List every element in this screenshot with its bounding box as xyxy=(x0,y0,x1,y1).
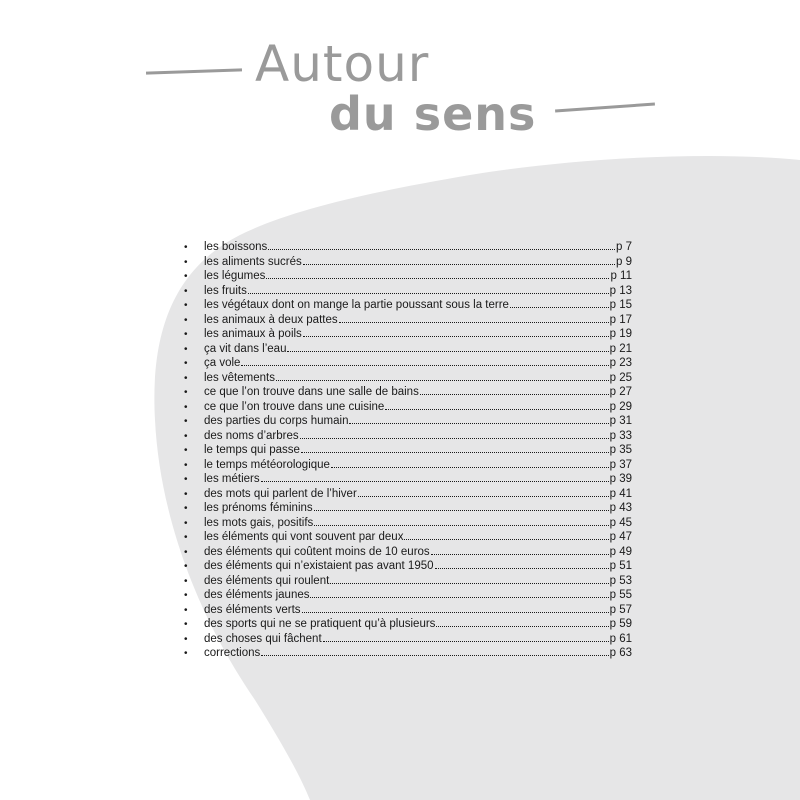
toc-item xyxy=(184,472,632,487)
toc-page-number: p 47 xyxy=(609,531,632,543)
bullet: • xyxy=(184,256,188,268)
toc-item xyxy=(184,342,632,357)
toc-label: des éléments jaunes xyxy=(204,589,310,601)
toc-item xyxy=(184,632,632,647)
dot-leader xyxy=(436,617,608,627)
toc-page-number: p 33 xyxy=(609,429,632,442)
toc-page-number: p 25 xyxy=(609,371,632,384)
dot-leader xyxy=(404,530,608,540)
bullet: • xyxy=(184,590,188,601)
toc-label: des mots qui parlent de l’hiver xyxy=(204,487,357,500)
dot-leader xyxy=(435,559,609,569)
toc-item xyxy=(184,327,632,342)
bullet: • xyxy=(184,532,188,543)
toc-item xyxy=(184,545,632,560)
toc-page-number: p 45 xyxy=(609,516,632,529)
toc-label: des éléments qui coûtent moins de 10 euros xyxy=(204,545,430,558)
dot-leader xyxy=(266,269,609,279)
toc-item xyxy=(184,501,632,516)
toc-page-number: p 61 xyxy=(609,632,632,645)
table-of-contents xyxy=(184,240,632,661)
toc-label: le temps qui passe xyxy=(204,444,300,456)
bullet: • xyxy=(184,633,188,645)
toc-page-number: p 17 xyxy=(609,313,632,326)
dot-leader xyxy=(268,240,615,250)
toc-label: des sports qui ne se pratiquent qu’à plusieurs xyxy=(204,618,436,630)
bullet: • xyxy=(184,271,188,282)
toc-item xyxy=(184,588,632,603)
dot-leader xyxy=(276,371,609,381)
toc-label: ça vit dans l’eau xyxy=(204,342,287,355)
toc-item xyxy=(184,574,632,589)
toc-label: des choses qui fâchent xyxy=(204,632,322,645)
toc-page-number: p 9 xyxy=(616,255,632,268)
bullet: • xyxy=(184,300,188,311)
dot-leader xyxy=(248,284,609,294)
dot-leader xyxy=(510,298,609,308)
dot-leader xyxy=(314,501,609,511)
toc-item xyxy=(184,255,632,270)
toc-label: corrections xyxy=(204,647,261,659)
toc-item xyxy=(184,617,632,632)
toc-page-number: p 41 xyxy=(609,487,632,500)
toc-page-number: p 35 xyxy=(609,444,632,456)
bullet: • xyxy=(184,416,188,427)
bullet: • xyxy=(184,604,188,616)
toc-item xyxy=(184,240,632,255)
bullet: • xyxy=(184,561,188,572)
toc-page-number: p 49 xyxy=(609,545,632,558)
bullet: • xyxy=(184,329,188,340)
toc-label: ça vole xyxy=(204,357,241,369)
dot-leader xyxy=(358,487,609,497)
toc-page-number: p 43 xyxy=(609,502,632,514)
dot-leader xyxy=(349,414,608,424)
toc-item xyxy=(184,487,632,502)
dot-leader xyxy=(287,342,608,352)
bullet: • xyxy=(184,575,188,587)
bullet: • xyxy=(184,401,188,413)
toc-label: des éléments verts xyxy=(204,603,301,616)
toc-label: ce que l’on trouve dans une cuisine xyxy=(204,400,385,413)
toc-label: les boissons xyxy=(204,241,268,253)
toc-page-number: p 27 xyxy=(609,386,632,398)
toc-label: des éléments qui n’existaient pas avant 1950 xyxy=(204,560,434,572)
bullet: • xyxy=(184,546,188,558)
bullet: • xyxy=(184,430,188,442)
toc-item xyxy=(184,371,632,386)
toc-page-number: p 13 xyxy=(609,284,632,297)
toc-page-number: p 59 xyxy=(609,618,632,630)
toc-page-number: p 15 xyxy=(609,299,632,311)
dot-leader xyxy=(261,472,609,482)
toc-page-number: p 57 xyxy=(609,603,632,616)
dot-leader xyxy=(303,327,609,337)
bullet: • xyxy=(184,445,188,456)
bullet: • xyxy=(184,474,188,485)
toc-item xyxy=(184,298,632,313)
toc-item xyxy=(184,516,632,531)
toc-item xyxy=(184,284,632,299)
dot-leader xyxy=(314,516,608,526)
toc-label: les mots gais, positifs xyxy=(204,516,314,529)
toc-page-number: p 7 xyxy=(616,241,632,253)
toc-item xyxy=(184,458,632,473)
toc-item xyxy=(184,559,632,574)
toc-item xyxy=(184,269,632,284)
dot-leader xyxy=(300,429,609,439)
dot-leader xyxy=(261,646,608,656)
toc-label: les aliments sucrés xyxy=(204,255,302,268)
toc-label: ce que l’on trouve dans une salle de bains xyxy=(204,386,419,398)
toc-item xyxy=(184,603,632,618)
title-line-2: du sens xyxy=(329,87,537,141)
toc-item xyxy=(184,429,632,444)
toc-page-number: p 31 xyxy=(609,415,632,427)
toc-item xyxy=(184,385,632,400)
toc-item xyxy=(184,356,632,371)
toc-label: les fruits xyxy=(204,284,247,297)
toc-page-number: p 39 xyxy=(609,473,632,485)
bullet: • xyxy=(184,503,188,514)
dot-leader xyxy=(310,588,608,598)
bullet: • xyxy=(184,314,188,326)
toc-item xyxy=(184,313,632,328)
toc-label: les prénoms féminins xyxy=(204,502,313,514)
toc-item xyxy=(184,443,632,458)
bullet: • xyxy=(184,285,188,297)
bullet: • xyxy=(184,358,188,369)
toc-page-number: p 21 xyxy=(609,342,632,355)
toc-page-number: p 29 xyxy=(609,400,632,413)
toc-page-number: p 53 xyxy=(609,574,632,587)
dot-leader xyxy=(331,458,609,468)
toc-label: les vêtements xyxy=(204,371,275,384)
bullet: • xyxy=(184,387,188,398)
bullet: • xyxy=(184,648,188,659)
dot-leader xyxy=(323,632,609,642)
dot-leader xyxy=(431,545,609,555)
toc-item xyxy=(184,530,632,545)
dot-leader xyxy=(303,255,615,265)
bullet: • xyxy=(184,343,188,355)
toc-label: des éléments qui roulent xyxy=(204,574,330,587)
toc-page-number: p 23 xyxy=(609,357,632,369)
toc-label: des parties du corps humain xyxy=(204,415,349,427)
toc-item xyxy=(184,400,632,415)
bullet: • xyxy=(184,372,188,384)
toc-label: les éléments qui vont souvent par deux xyxy=(204,531,404,543)
toc-page-number: p 55 xyxy=(609,589,632,601)
bullet: • xyxy=(184,619,188,630)
toc-page-number: p 19 xyxy=(609,328,632,340)
toc-label: les métiers xyxy=(204,473,260,485)
dot-leader xyxy=(330,574,608,584)
toc-label: les animaux à poils xyxy=(204,328,302,340)
bullet: • xyxy=(184,242,188,253)
title-line-1: Autour xyxy=(255,35,430,93)
toc-page-number: p 11 xyxy=(610,270,632,282)
bullet: • xyxy=(184,488,188,500)
toc-page-number: p 51 xyxy=(609,560,632,572)
bullet: • xyxy=(184,517,188,529)
toc-label: le temps météorologique xyxy=(204,458,330,471)
dot-leader xyxy=(339,313,609,323)
dot-leader xyxy=(302,603,609,613)
toc-label: les légumes xyxy=(204,270,266,282)
toc-page-number: p 37 xyxy=(609,458,632,471)
toc-item xyxy=(184,646,632,661)
dot-leader xyxy=(241,356,608,366)
toc-page-number: p 63 xyxy=(609,647,632,659)
dot-leader xyxy=(420,385,609,395)
dot-leader xyxy=(385,400,608,410)
toc-label: des noms d’arbres xyxy=(204,429,299,442)
toc-item xyxy=(184,414,632,429)
toc-label: les végétaux dont on mange la partie poussant sous la terre xyxy=(204,299,509,311)
bullet: • xyxy=(184,459,188,471)
toc-label: les animaux à deux pattes xyxy=(204,313,338,326)
dot-leader xyxy=(301,443,609,453)
